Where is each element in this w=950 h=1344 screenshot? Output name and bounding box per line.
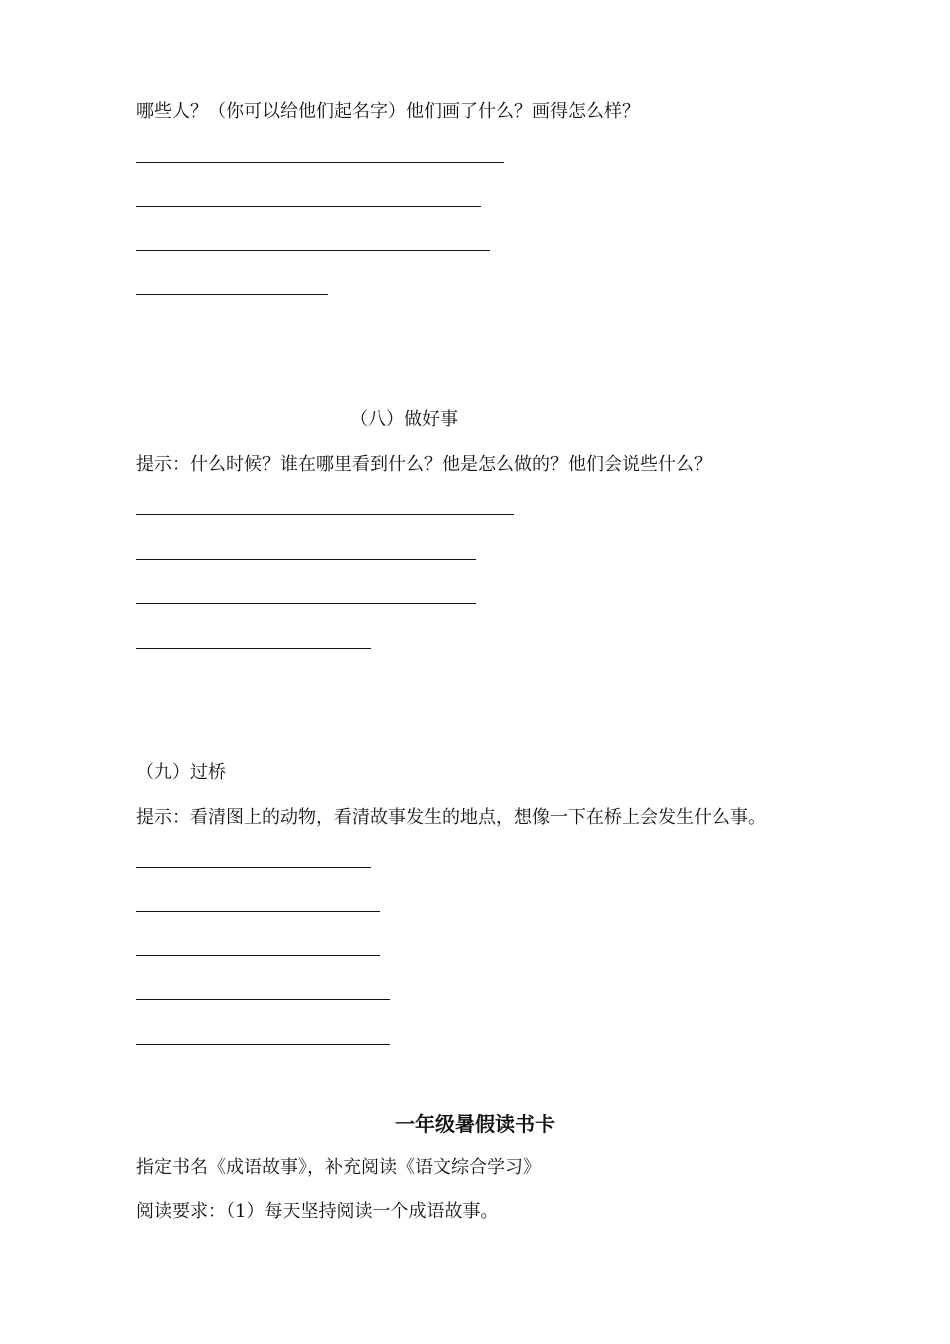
assigned-books: 指定书名《成语故事》，补充阅读《语文综合学习》 — [136, 1157, 541, 1178]
section7-prompt: 哪些人？（你可以给他们起名字）他们画了什么？画得怎么样？ — [136, 101, 640, 122]
answer-line[interactable] — [136, 559, 476, 560]
answer-line[interactable] — [136, 1044, 390, 1045]
section8-hint: 提示：什么时候？谁在哪里看到什么？他是怎么做的？他们会说些什么？ — [136, 454, 712, 475]
reading-card-title: 一年级暑假读书卡 — [395, 1112, 555, 1136]
answer-line[interactable] — [136, 999, 390, 1000]
section9-title: （九）过桥 — [136, 762, 226, 783]
answer-line[interactable] — [136, 250, 490, 251]
reading-requirement: 阅读要求：（1）每天坚持阅读一个成语故事。 — [136, 1201, 499, 1222]
section8-title: （八）做好事 — [350, 409, 458, 430]
answer-line[interactable] — [136, 603, 476, 604]
answer-line[interactable] — [136, 294, 328, 295]
answer-line[interactable] — [136, 867, 371, 868]
answer-line[interactable] — [136, 162, 504, 163]
section9-hint: 提示：看清图上的动物，看清故事发生的地点，想像一下在桥上会发生什么事。 — [136, 807, 766, 828]
answer-line[interactable] — [136, 514, 514, 515]
answer-line[interactable] — [136, 206, 481, 207]
answer-line[interactable] — [136, 955, 380, 956]
answer-line[interactable] — [136, 911, 380, 912]
answer-line[interactable] — [136, 648, 371, 649]
